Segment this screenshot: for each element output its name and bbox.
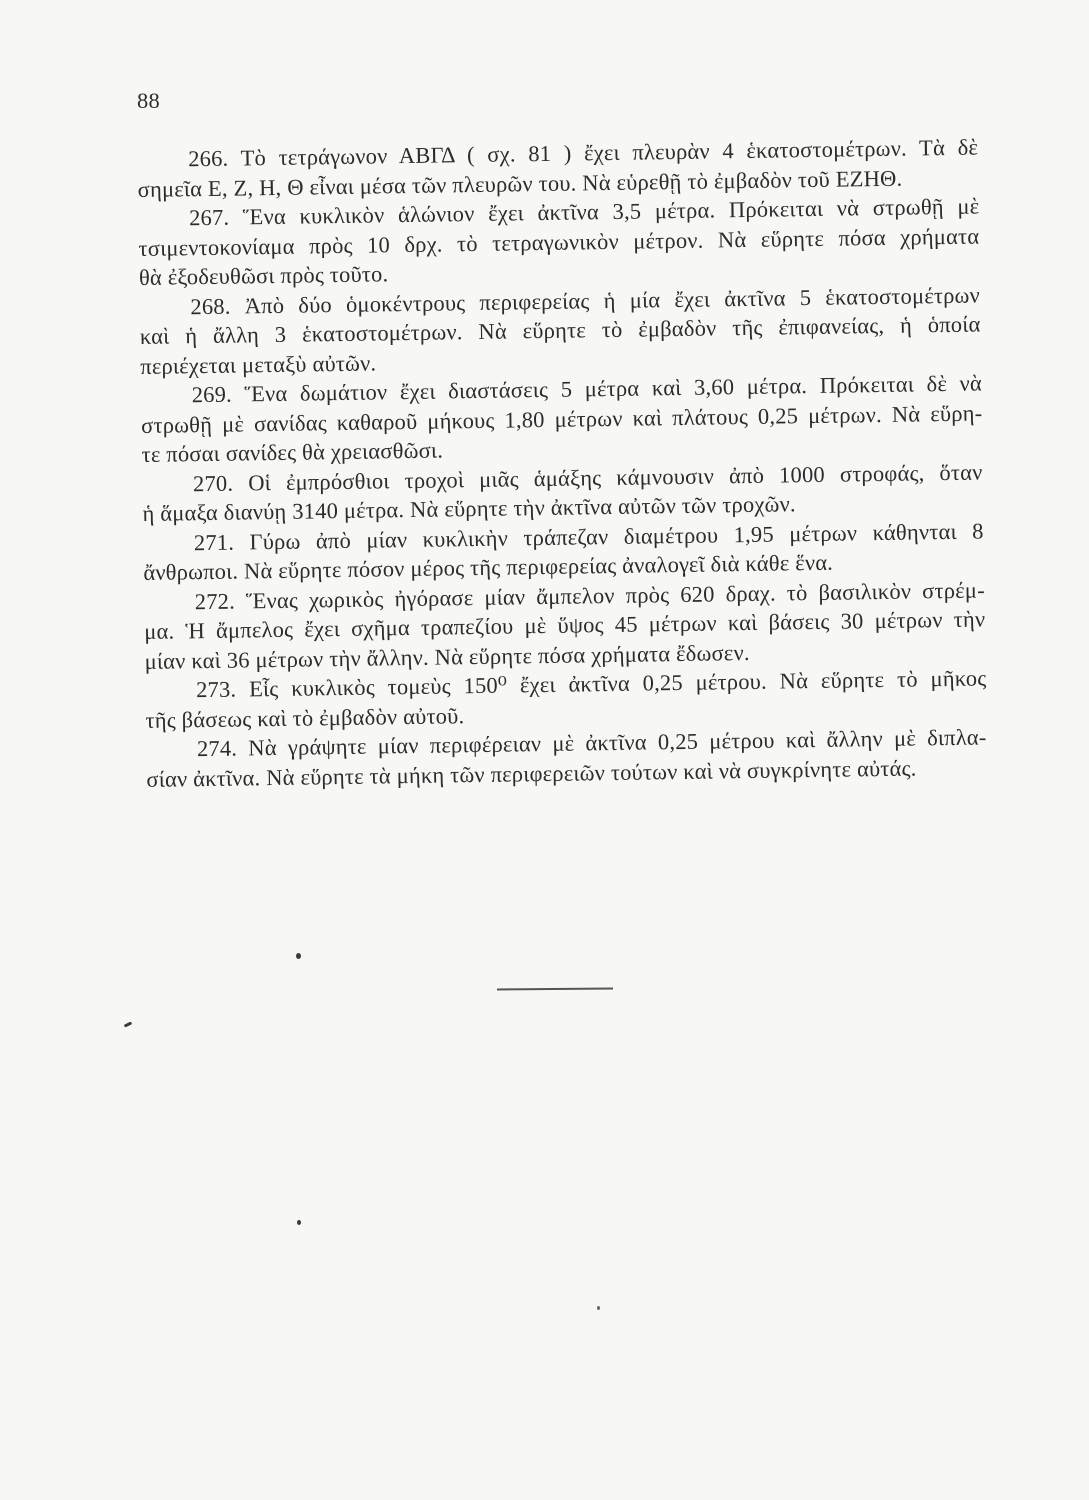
problem-number: 269. xyxy=(191,381,233,408)
problem-text: ἡ ἅμαξα διανύῃ 3140 μέτρα. Νὰ εὕρητε τὴν ἀκτῖνα αὐτῶν τῶν τροχῶν. xyxy=(142,491,796,526)
exercise-list xyxy=(137,133,988,794)
problem-272 xyxy=(144,575,986,676)
problem-number: 268. xyxy=(190,293,231,319)
problem-number: 274. xyxy=(196,735,238,762)
problem-number: 273. xyxy=(195,676,237,703)
problem-text: ἄνθρωποι. Νὰ εὕρητε πόσον μέρος τῆς περιφερείας ἀναλογεῖ διὰ κάθε ἕνα. xyxy=(143,549,834,585)
problem-text: μα. Ἡ ἄμπελος ἔχει σχῆμα τραπεζίου μὲ ὕψος 45 μέτρων καὶ βάσεις 30 μέτρων τὴν xyxy=(144,606,986,644)
problem-269 xyxy=(141,368,983,469)
problem-text: καὶ ἡ ἄλλη 3 ἑκατοστομέτρων. Νὰ εὕρητε τὸ ἐμβαδὸν τῆς ἐπιφανείας, ἡ ὁποία xyxy=(139,311,981,349)
scan-speck xyxy=(124,1021,133,1027)
problem-number: 270. xyxy=(192,470,234,496)
problem-number: 267. xyxy=(188,204,230,231)
problem-number: 271. xyxy=(193,529,235,555)
problem-number: 266. xyxy=(188,145,229,172)
problem-number: 272. xyxy=(194,588,236,614)
problem-text: Νὰ γράψητε μίαν περιφέρειαν μὲ ἀκτῖνα 0,25 μέτρου καὶ ἄλλην μὲ διπλα- xyxy=(248,724,987,761)
problem-274 xyxy=(146,722,988,793)
problem-text: τε πόσαι σανίδες θὰ χρειασθῶσι. xyxy=(141,437,444,467)
problem-text: σίαν ἀκτῖνα. Νὰ εὕρητε τὰ μήκη τῶν περιφερειῶν τούτων καὶ νὰ συγκρίνητε αὐτάς. xyxy=(146,755,917,792)
problem-268 xyxy=(139,280,981,381)
problem-text: τσιμεντοκονίαμα πρὸς 10 δρχ. τὸ τετραγωνικὸν μέτρον. Νὰ εὕρητε πόσα χρήματα xyxy=(138,223,980,261)
problem-text: περιέχεται μεταξὺ αὐτῶν. xyxy=(140,349,377,379)
problem-267 xyxy=(138,192,980,293)
problem-text: τῆς βάσεως καὶ τὸ ἐμβαδὸν αὐτοῦ. xyxy=(145,702,465,733)
page-number: 88 xyxy=(137,88,161,113)
problem-text: Ἕνα κυκλικὸν ἁλώνιον ἔχει ἀκτῖνα 3,5 μέτρα. Πρόκειται νὰ στρωθῇ μὲ xyxy=(242,193,980,230)
problem-text: στρωθῇ μὲ σανίδας καθαροῦ μήκους 1,80 μέτρων καὶ πλάτους 0,25 μέτρων. Νὰ εὕρη- xyxy=(140,399,983,438)
problem-text: μίαν καὶ 36 μέτρων τὴν ἄλλην. Νὰ εὕρητε πόσα χρήματα ἔδωσεν. xyxy=(144,639,750,674)
scan-speck xyxy=(296,953,301,959)
problem-text: Γύρω ἀπὸ μίαν κυκλικὴν τράπεζαν διαμέτρου 1,95 μέτρων κάθηνται 8 xyxy=(249,517,984,554)
problem-text: Τὸ τετράγωνον ΑΒΓΔ ( σχ. 81 ) ἔχει πλευρὰν 4 ἑκατοστομέτρων. Τὰ δὲ xyxy=(240,134,979,171)
problem-text: Ἕνας χωρικὸς ἠγόρασε μίαν ἄμπελον πρὸς 620 δραχ. τὸ βασιλικὸν στρέμ- xyxy=(245,576,985,613)
problem-text: Εἷς κυκλικὸς τομεὺς 150⁰ ἔχει ἀκτῖνα 0,25 μέτρου. Νὰ εὕρητε τὸ μῆκος xyxy=(248,665,987,702)
scan-speck xyxy=(297,1220,301,1225)
problem-text: Ἀπὸ δύο ὁμοκέντρους περιφερείας ἡ μία ἔχει ἀκτῖνα 5 ἑκατοστομέτρων xyxy=(244,282,981,318)
problem-text: Οἱ ἐμπρόσθιοι τροχοὶ μιᾶς ἁμάξης κάμνουσιν ἀπὸ 1000 στροφάς, ὅταν xyxy=(248,458,983,495)
problem-text: θὰ ἐξοδευθῶσι πρὸς τοῦτο. xyxy=(138,261,389,290)
section-end-rule xyxy=(497,987,613,990)
problem-text: Ἕνα δωμάτιον ἔχει διαστάσεις 5 μέτρα καὶ 3,60 μέτρα. Πρόκειται δὲ νὰ xyxy=(244,370,983,407)
problem-text: σημεῖα Ε, Ζ, Η, Θ εἶναι μέσα τῶν πλευρῶν του. Νὰ εὑρεθῇ τὸ ἐμβαδὸν τοῦ ΕΖΗΘ. xyxy=(137,165,903,202)
scan-speck xyxy=(597,1306,600,1310)
